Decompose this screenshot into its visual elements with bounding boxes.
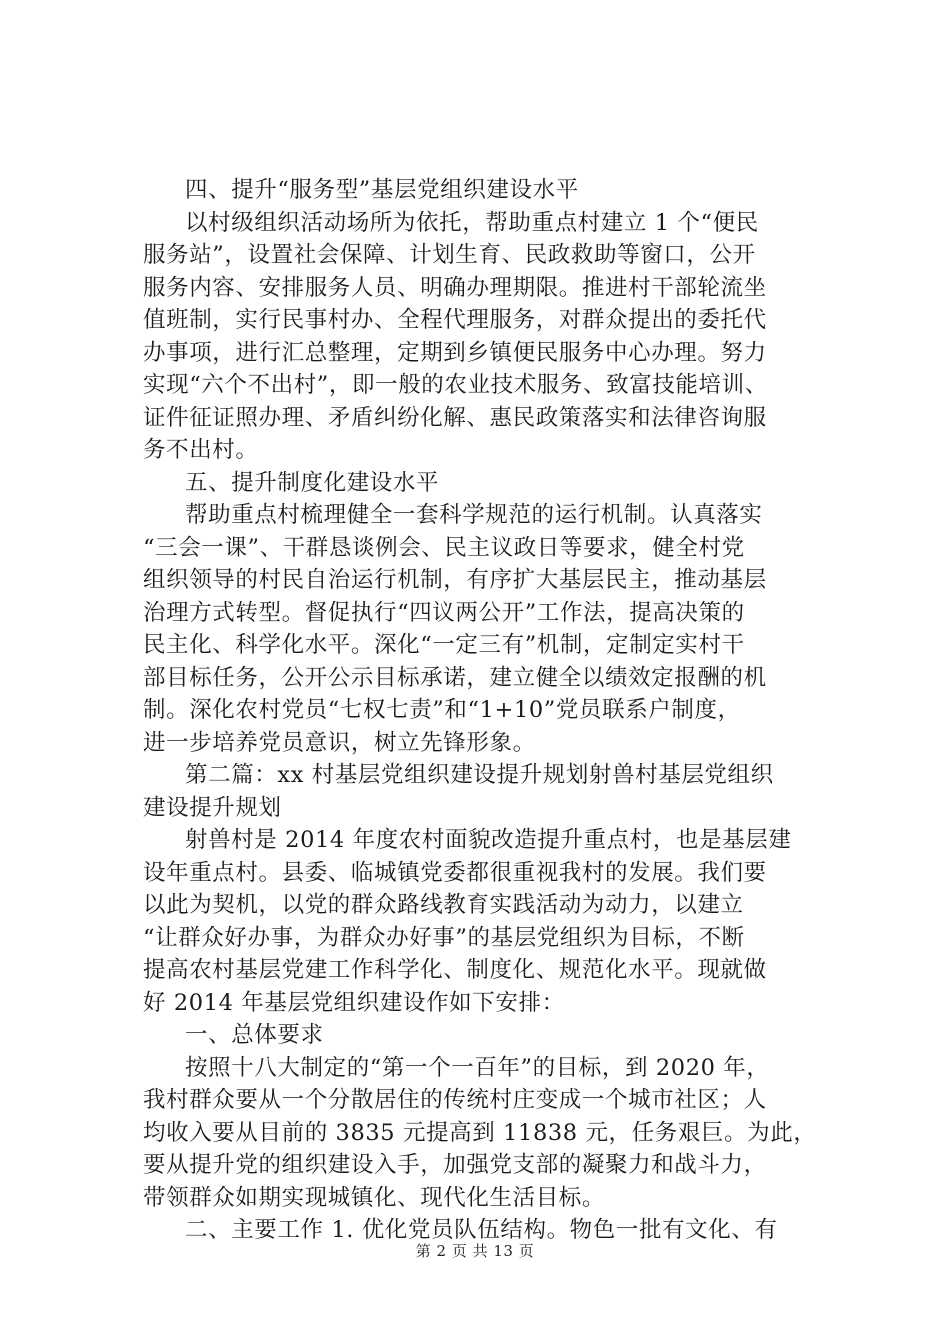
text-line: 均收入要从目前的 3835 元提高到 11838 元，任务艰巨。为此， [143, 1119, 817, 1146]
text-line: 务不出村。 [143, 437, 259, 463]
text-line: 设年重点村。县委、临城镇党委都很重视我村的发展。我们要 [143, 859, 767, 886]
text-line: 按照十八大制定的“第一个一百年”的目标，到 2020 年， [185, 1054, 770, 1081]
text-line: 实现“六个不出村”，即一般的农业技术服务、致富技能培训、 [143, 372, 768, 398]
text-line: 服务站”，设置社会保障、计划生育、民政救助等窗口，公开 [143, 242, 756, 268]
text-line: 服务内容、安排服务人员、明确办理期限。推进村干部轮流坐 [143, 274, 767, 301]
text-line: 办事项，进行汇总整理，定期到乡镇便民服务中心办理。努力 [143, 339, 767, 366]
text-line: 一、总体要求 [185, 1022, 324, 1048]
text-line: 四、提升“服务型”基层党组织建设水平 [185, 177, 579, 203]
text-line: 帮助重点村梳理健全一套科学规范的运行机制。认真落实 [185, 502, 763, 528]
text-line: 带领群众如期实现城镇化、现代化生活目标。 [143, 1184, 606, 1211]
text-line: 制。深化农村党员“七权七责”和“1+10”党员联系户制度， [143, 697, 741, 723]
text-line: “让群众好办事，为群众办好事”的基层党组织为目标，不断 [143, 924, 745, 951]
text-line: 我村群众要从一个分散居住的传统村庄变成一个城市社区；人 [143, 1087, 767, 1113]
text-line: 二、主要工作 1. 优化党员队伍结构。物色一批有文化、有 [185, 1217, 778, 1243]
text-line: 进一步培养党员意识，树立先锋形象。 [143, 729, 536, 756]
document-body [143, 174, 843, 1247]
text-line: 提高农村基层党建工作科学化、制度化、规范化水平。现就做 [143, 957, 767, 983]
text-line: 射兽村是 2014 年度农村面貌改造提升重点村，也是基层建 [185, 827, 792, 853]
text-line: 建设提升规划 [143, 794, 282, 821]
text-line: 五、提升制度化建设水平 [185, 469, 440, 496]
text-line: 第二篇：xx 村基层党组织建设提升规划射兽村基层党组织 [185, 762, 774, 788]
text-line: 证件征证照办理、矛盾纠纷化解、惠民政策落实和法律咨询服 [143, 404, 767, 431]
text-line: 好 2014 年基层党组织建设作如下安排： [143, 989, 565, 1016]
page-footer: 第 2 页 共 13 页 [415, 1242, 535, 1260]
text-line: 治理方式转型。督促执行“四议两公开”工作法，提高决策的 [143, 599, 745, 626]
text-line: 要从提升党的组织建设入手，加强党支部的凝聚力和战斗力， [143, 1152, 767, 1178]
text-line: 部目标任务，公开公示目标承诺，建立健全以绩效定报酬的机 [143, 664, 767, 691]
text-line: 值班制，实行民事村办、全程代理服务，对群众提出的委托代 [143, 307, 767, 333]
text-line: 以村级组织活动场所为依托，帮助重点村建立 1 个“便民 [185, 209, 759, 236]
text-line: “三会一课”、干群恳谈例会、民主议政日等要求，健全村党 [143, 534, 745, 561]
text-line: 组织领导的村民自治运行机制，有序扩大基层民主，推动基层 [143, 567, 767, 593]
text-line: 以此为契机，以党的群众路线教育实践活动为动力，以建立 [143, 892, 744, 918]
text-line: 民主化、科学化水平。深化“一定三有”机制，定制定实村干 [143, 632, 745, 658]
